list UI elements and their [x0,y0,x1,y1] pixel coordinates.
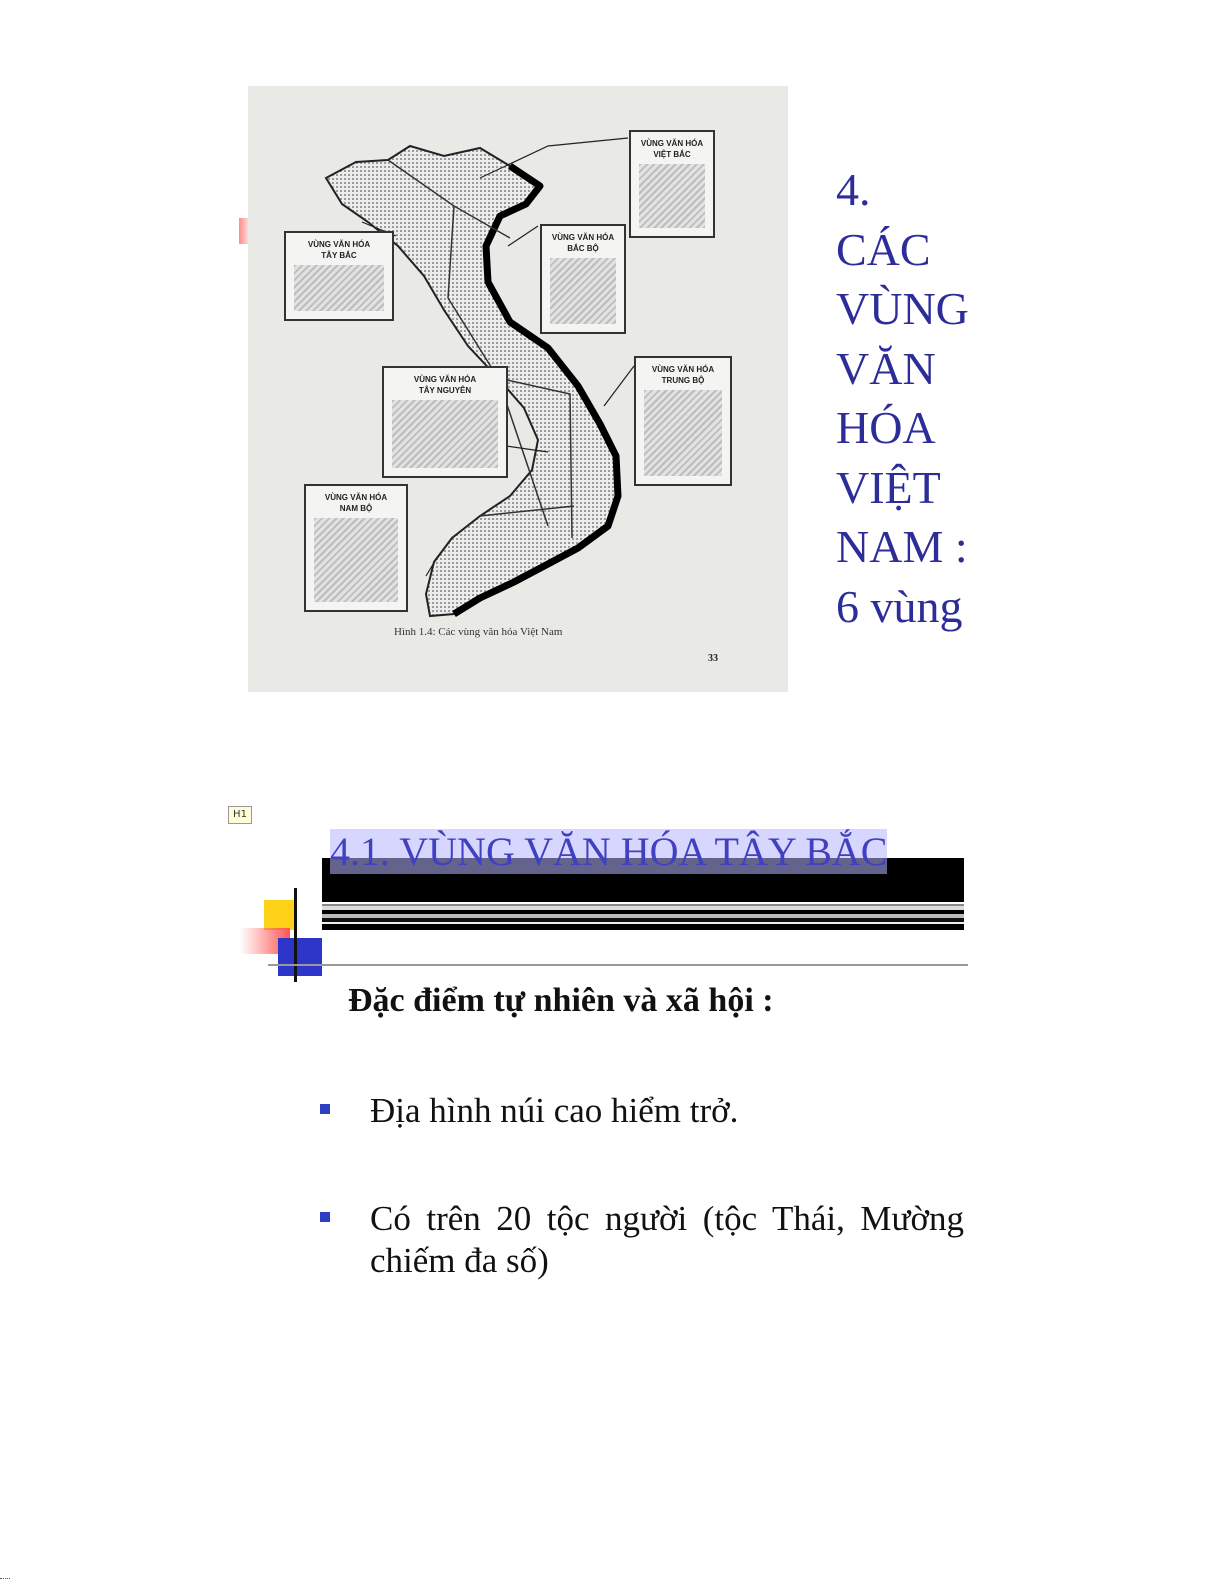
vietnam-cultural-regions-map [248,86,788,692]
slide-title-line: HÓA [836,402,936,453]
section-title-text: 4.1. VÙNG VĂN HÓA TÂY BẮC [330,829,888,874]
decor-horizontal-line [268,964,968,966]
region-box-bac-bo [540,224,626,334]
decor-blue-square [278,938,322,976]
bullet-square-icon [320,1104,330,1114]
region-label-nam-bo: VÙNG VĂN HÓA NAM BỘ [324,493,388,513]
list-item-text: Có trên 20 tộc người (tộc Thái, Mường chiếm đa số) [370,1199,964,1280]
region-label-bac-bo: VÙNG VĂN HÓA BẮC BỘ [551,233,615,253]
region-box-tay-bac [284,231,394,321]
region-illustration-tay-nguyen [392,400,498,468]
figure-caption: Hình 1.4: Các vùng văn hóa Việt Nam [394,626,563,638]
region-illustration-bac-bo [550,258,616,324]
figure-page-number: 33 [708,653,718,664]
slide-title-line: VĂN [836,342,936,394]
region-illustration-nam-bo [314,518,398,602]
region-box-tay-nguyen [382,366,508,478]
list-item [318,1198,964,1288]
region-label-tay-bac: VÙNG VĂN HÓA TÂY BẮC [307,240,371,260]
slide-title-line: VÙNG [836,283,969,334]
region-box-viet-bac [629,130,715,238]
region-illustration-tay-bac [294,265,384,311]
region-label-tay-nguyen: VÙNG VĂN HÓA TÂY NGUYÊN [413,375,477,395]
decor-yellow-square [264,900,296,930]
list-item-text: Địa hình núi cao hiểm trở. [370,1091,739,1130]
slide-title [836,160,1006,636]
list-item [318,1090,964,1140]
region-label-viet-bac: VÙNG VĂN HÓA VIỆT BẮC [640,139,704,159]
section-subheading: Đặc điểm tự nhiên và xã hội : [348,982,774,1019]
heading-style-tag[interactable]: H1 [228,806,252,824]
region-box-nam-bo [304,484,408,612]
slide-title-line: CÁC [836,223,931,275]
region-illustration-trung-bo [644,390,722,476]
region-box-trung-bo [634,356,732,486]
slide-title-line: 6 vùng [836,580,963,632]
slide-title-line: NAM : [836,521,968,572]
bullet-square-icon [320,1212,330,1222]
slide-title-line: 4. [836,164,871,215]
section-title [330,826,890,878]
decor-vertical-line [294,888,297,982]
region-illustration-viet-bac [639,164,705,228]
region-label-trung-bo: VÙNG VĂN HÓA TRUNG BỘ [651,365,715,385]
slide-title-line: VIỆT [836,461,941,513]
